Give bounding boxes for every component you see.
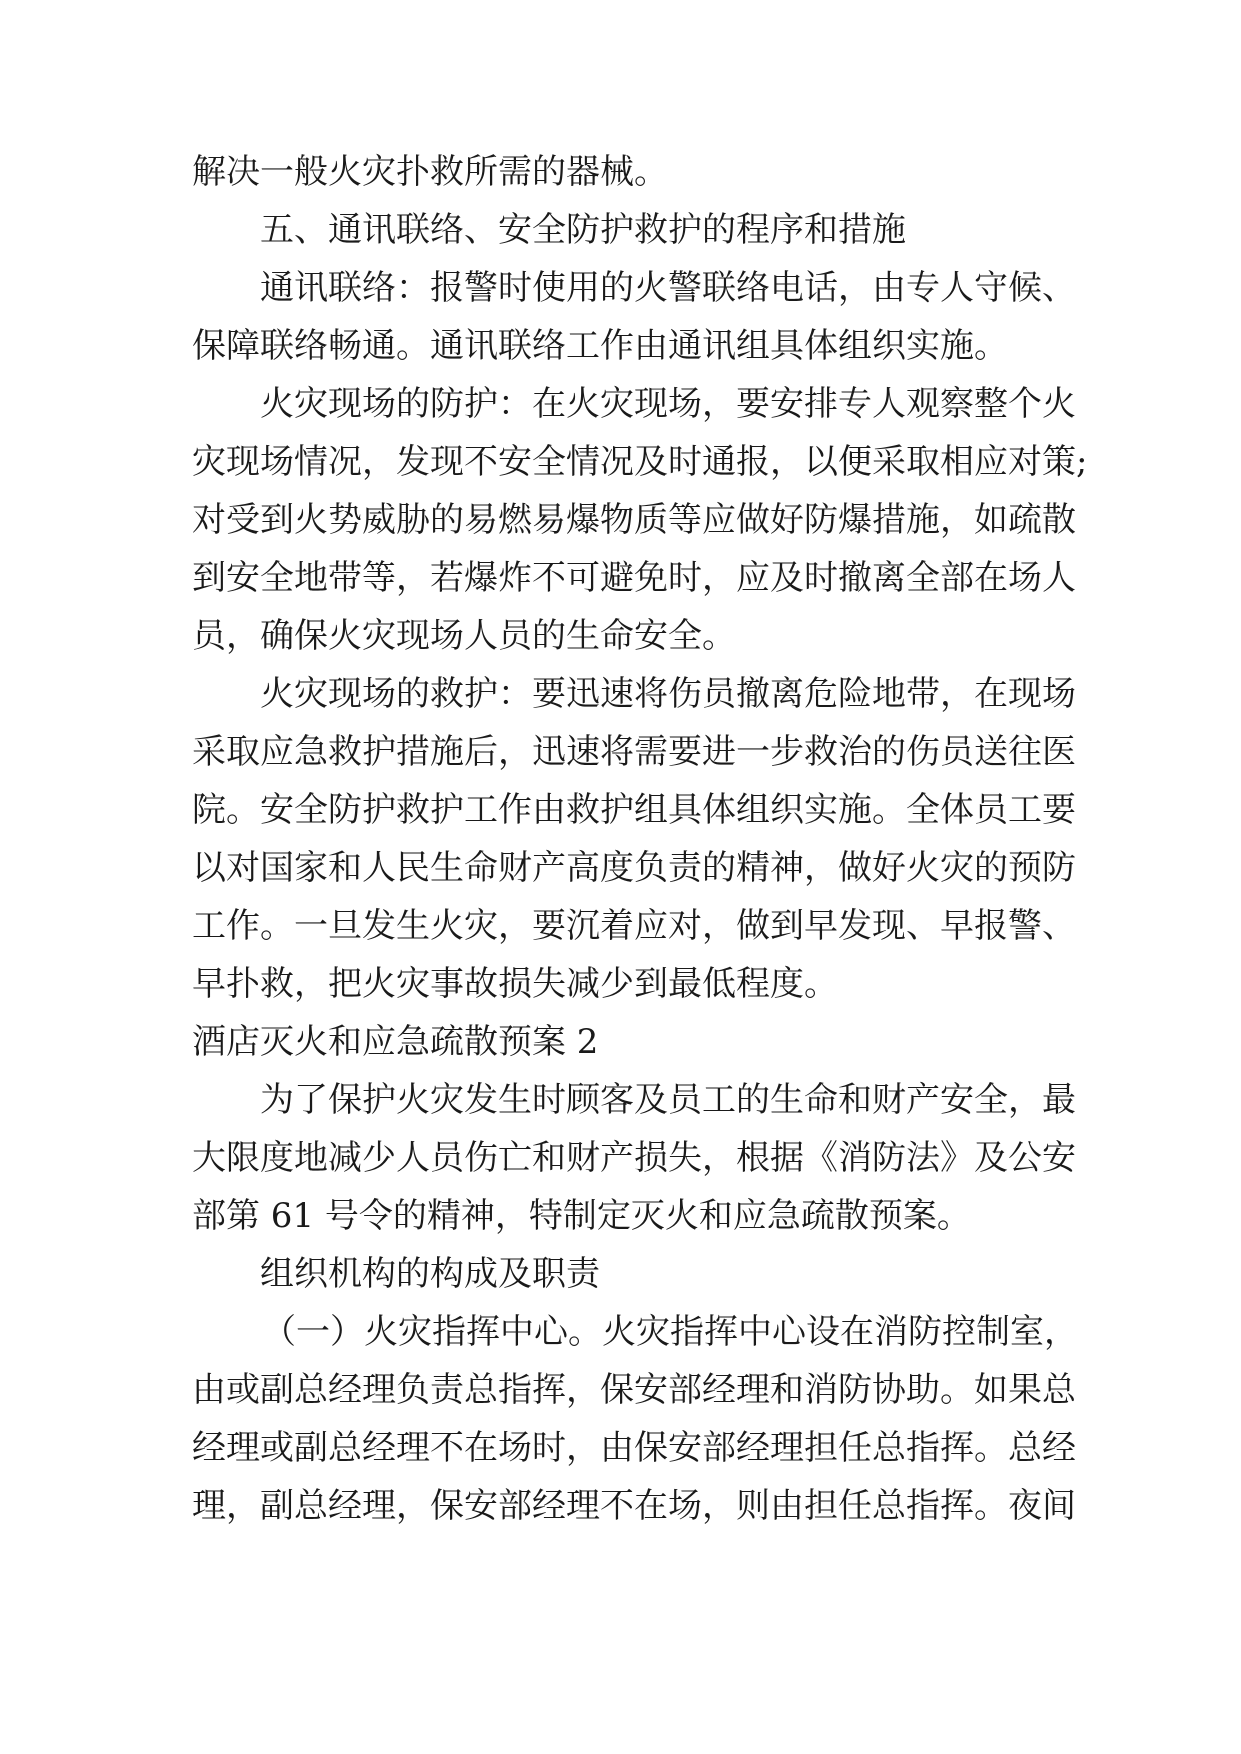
section-heading: 五、通讯联络、安全防护救护的程序和措施 — [260, 210, 906, 250]
paragraph-line: 工作。一旦发生火灾，要沉着应对，做到早发现、早报警、 — [192, 906, 1076, 946]
document-title: 酒店灭火和应急疏散预案 2 — [192, 1022, 599, 1062]
paragraph-line: 大限度地减少人员伤亡和财产损失，根据《消防法》及公安 — [192, 1138, 1076, 1178]
paragraph-line: 火灾现场的救护：要迅速将伤员撤离危险地带，在现场 — [260, 674, 1076, 714]
paragraph-line: 院。安全防护救护工作由救护组具体组织实施。全体员工要 — [192, 790, 1076, 830]
section-heading: 组织机构的构成及职责 — [260, 1254, 600, 1294]
paragraph-line: （一）火灾指挥中心。火灾指挥中心设在消防控制室， — [262, 1312, 1078, 1352]
paragraph-line: 采取应急救护措施后，迅速将需要进一步救治的伤员送往医 — [192, 732, 1076, 772]
paragraph-line: 以对国家和人民生命财产高度负责的精神，做好火灾的预防 — [192, 848, 1076, 888]
paragraph-line: 为了保护火灾发生时顾客及员工的生命和财产安全，最 — [260, 1080, 1076, 1120]
paragraph-line: 保障联络畅通。通讯联络工作由通讯组具体组织实施。 — [192, 326, 1008, 366]
paragraph-line: 火灾现场的防护：在火灾现场，要安排专人观察整个火 — [260, 384, 1076, 424]
paragraph-line: 经理或副总经理不在场时，由保安部经理担任总指挥。总经 — [192, 1428, 1076, 1468]
paragraph-line: 部第 61 号令的精神，特制定灭火和应急疏散预案。 — [192, 1196, 971, 1236]
paragraph-line: 到安全地带等，若爆炸不可避免时，应及时撤离全部在场人 — [192, 558, 1076, 598]
paragraph-line: 由或副总经理负责总指挥，保安部经理和消防协助。如果总 — [192, 1370, 1076, 1410]
paragraph-line: 对受到火势威胁的易燃易爆物质等应做好防爆措施，如疏散 — [192, 500, 1076, 540]
paragraph-line: 早扑救，把火灾事故损失减少到最低程度。 — [192, 964, 838, 1004]
paragraph-line: 理，副总经理，保安部经理不在场，则由担任总指挥。夜间 — [192, 1486, 1076, 1526]
paragraph-line: 灾现场情况，发现不安全情况及时通报，以便采取相应对策; — [192, 442, 1088, 482]
paragraph-line: 员，确保火灾现场人员的生命安全。 — [192, 616, 736, 656]
paragraph-line: 解决一般火灾扑救所需的器械。 — [192, 152, 668, 192]
paragraph-line: 通讯联络：报警时使用的火警联络电话，由专人守候、 — [260, 268, 1076, 308]
